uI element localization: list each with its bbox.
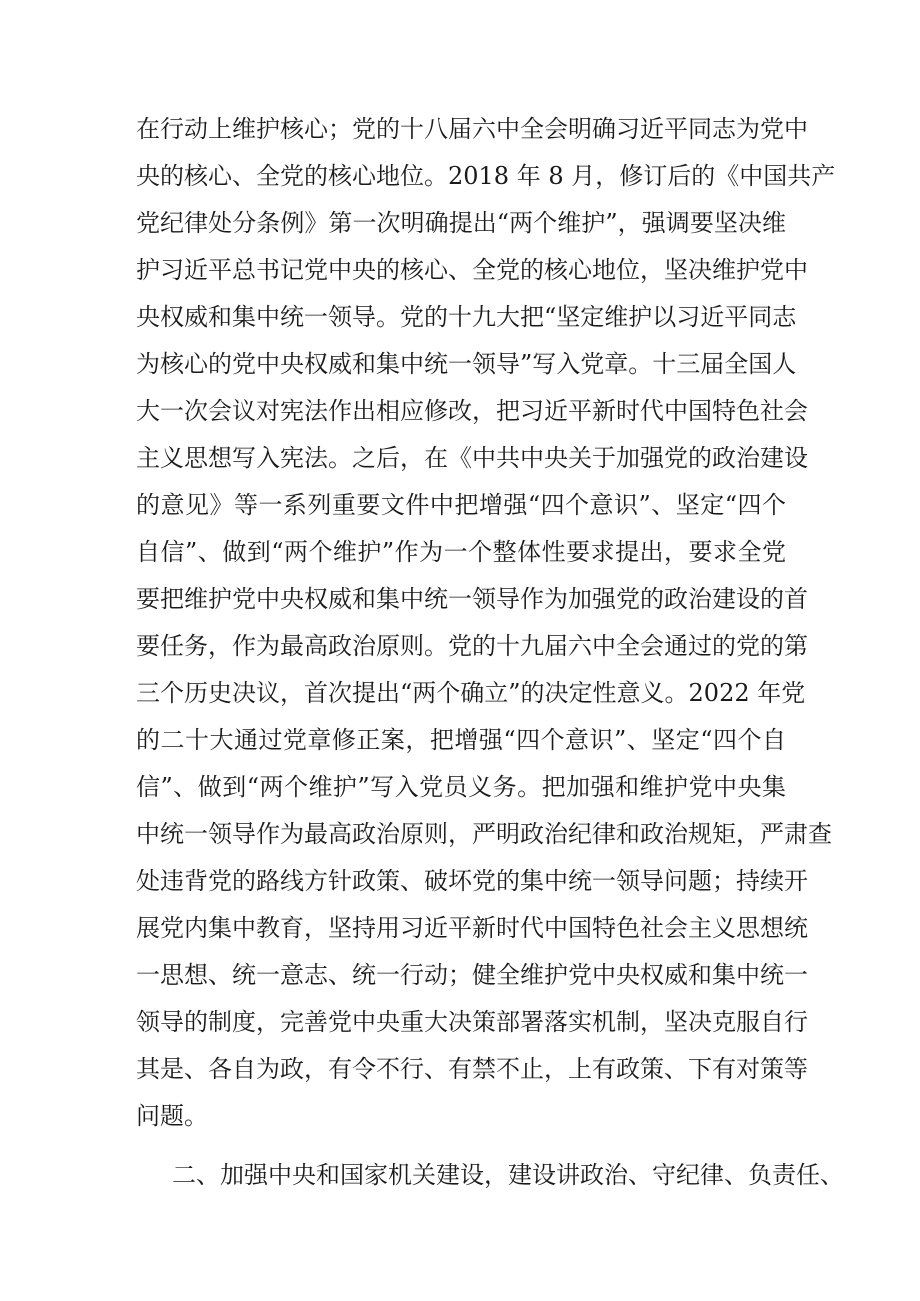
text-line: 的二十大通过党章修正案，把增强“四个意识”、坚定“四个自: [136, 726, 786, 754]
text-line: 要把维护党中央权威和集中统一领导作为加强党的政治建设的首: [136, 585, 808, 613]
text-line: 问题。: [136, 1102, 208, 1130]
text-line: 其是、各自为政，有令不行、有禁不止，上有政策、下有对策等: [136, 1055, 808, 1083]
text-line: 信”、做到“两个维护”写入党员义务。把加强和维护党中央集: [136, 773, 786, 801]
text-line: 主义思想写入宪法。之后，在《中共中央关于加强党的政治建设: [136, 444, 808, 472]
text-line: 大一次会议对宪法作出相应修改，把习近平新时代中国特色社会: [136, 397, 808, 425]
text-line: 中统一领导作为最高政治原则，严明政治纪律和政治规矩，严肃查: [136, 820, 832, 848]
text-line: 领导的制度，完善党中央重大决策部署落实机制，坚决克服自行: [136, 1008, 808, 1036]
text-line: 一思想、统一意志、统一行动；健全维护党中央权威和集中统一: [136, 961, 808, 989]
text-line: 央权威和集中统一领导。党的十九大把“坚定维护以习近平同志: [136, 303, 797, 331]
text-line: 央的核心、全党的核心地位。2018 年 8 月，修订后的《中国共产: [136, 162, 836, 190]
text-line: 要任务，作为最高政治原则。党的十九届六中全会通过的党的第: [136, 632, 808, 660]
text-line: 党纪律处分条例》第一次明确提出“两个维护”，强调要坚决维: [136, 209, 786, 237]
text-line: 为核心的党中央权威和集中统一领导”写入党章。十三届全国人: [136, 350, 797, 378]
text-line: 的意见》等一系列重要文件中把增强“四个意识”、坚定“四个: [136, 491, 786, 519]
text-line: 在行动上维护核心；党的十八届六中全会明确习近平同志为党中: [136, 115, 808, 143]
section-heading: 二、加强中央和国家机关建设，建设讲政治、守纪律、负责任、: [172, 1161, 844, 1189]
text-line: 处违背党的路线方针政策、破坏党的集中统一领导问题；持续开: [136, 867, 808, 895]
text-line: 展党内集中教育，坚持用习近平新时代中国特色社会主义思想统: [136, 914, 808, 942]
text-line: 自信”、做到“两个维护”作为一个整体性要求提出，要求全党: [136, 538, 786, 566]
text-line: 护习近平总书记党中央的核心、全党的核心地位，坚决维护党中: [136, 256, 808, 284]
text-line: 三个历史决议，首次提出“两个确立”的决定性意义。2022 年党: [136, 679, 806, 707]
